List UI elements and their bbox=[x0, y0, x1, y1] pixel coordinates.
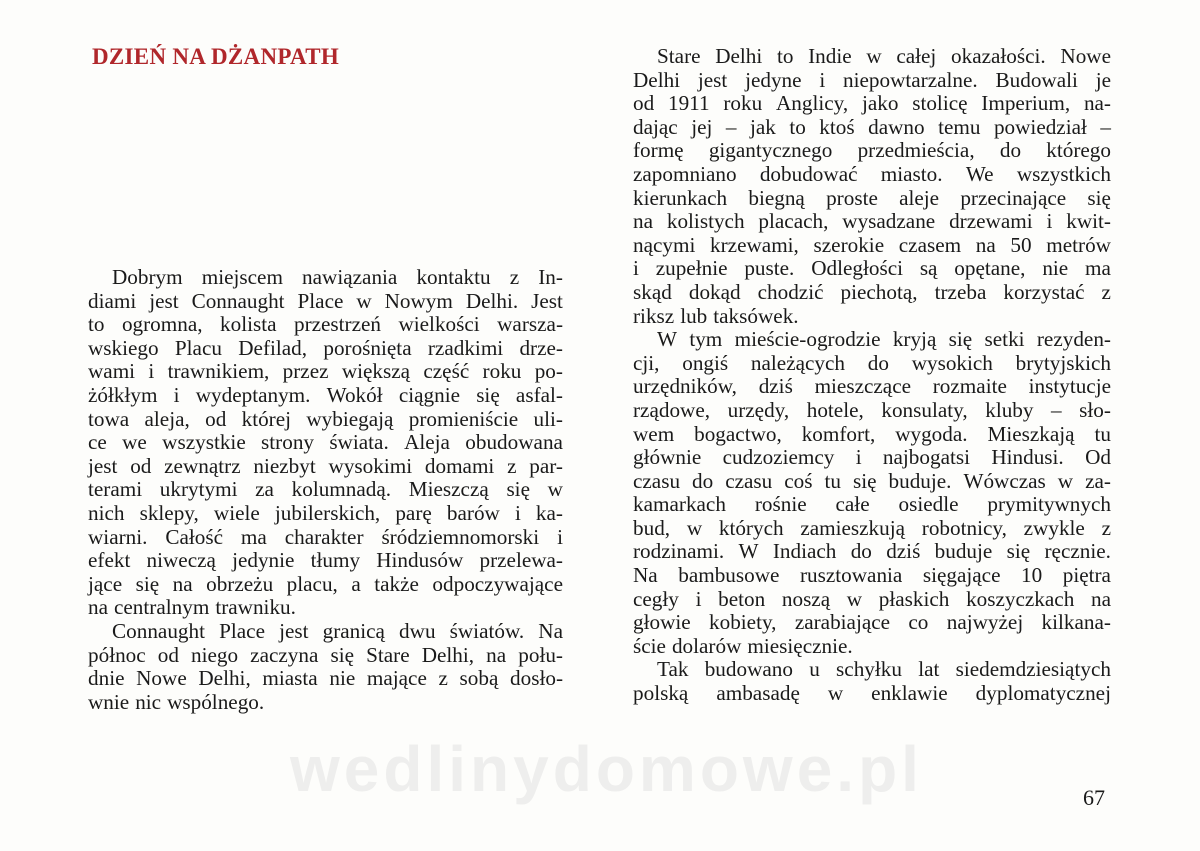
page-number: 67 bbox=[1083, 785, 1105, 810]
text-line: Delhi jest jedyne i niepowtarzalne. Budowali je bbox=[633, 67, 1111, 92]
text-line: i zupełnie puste. Odległości są opętane, nie ma bbox=[633, 256, 1111, 281]
text-line: ście dolarów miesięcznie. bbox=[633, 633, 853, 658]
text-line: na kolistych placach, wysadzane drzewami i kwit- bbox=[633, 209, 1111, 234]
text-line: Na bambusowe rusztowania sięgające 10 piętra bbox=[633, 563, 1111, 588]
text-line: towa aleja, od której wybiegają promieniście uli- bbox=[88, 406, 563, 431]
text-line: cji, ongiś należących do wysokich brytyjskich bbox=[633, 350, 1111, 375]
text-line: diami jest Connaught Place w Nowym Delhi. Jest bbox=[88, 288, 563, 313]
text-line: Connaught Place jest granicą dwu światów. Na bbox=[112, 618, 563, 643]
text-line: żółkłym i wydeptanym. Wokół ciągnie się asfal- bbox=[88, 382, 563, 407]
text-line: wem bogactwo, komfort, wygoda. Mieszkają tu bbox=[633, 421, 1111, 446]
text-line: północ od niego zaczyna się Stare Delhi, na połu- bbox=[88, 642, 563, 667]
text-line: ce we wszystkie strony świata. Aleja obudowana bbox=[88, 430, 563, 455]
paragraph bbox=[633, 658, 1111, 705]
text-line: rodzinami. W Indiach do dziś buduje się ręcznie. bbox=[633, 539, 1111, 564]
text-line: Dobrym miejscem nawiązania kontaktu z In- bbox=[112, 265, 563, 289]
chapter-heading: DZIEŃ NA DŻANPATH bbox=[92, 44, 340, 69]
text-line: polską ambasadę w enklawie dyplomatycznej bbox=[633, 681, 1111, 706]
text-line: urzędników, dziś mieszczące rozmaite instytucje bbox=[633, 374, 1111, 399]
text-line: dnie Nowe Delhi, miasta nie mające z sobą dosło- bbox=[88, 666, 563, 691]
text-line: riksz lub taksówek. bbox=[633, 303, 799, 328]
text-line: Tak budowano u schyłku lat siedemdziesiątych bbox=[657, 657, 1111, 682]
text-line: bud, w których zamieszkują robotnicy, zwykle z bbox=[633, 515, 1111, 540]
text-line: głowie kobiety, zarabiające co najwyżej kilkana- bbox=[633, 610, 1111, 635]
text-line: dając jej – jak to ktoś dawno temu powiedział – bbox=[633, 114, 1111, 139]
text-line: kierunkach biegną proste aleje przecinające się bbox=[633, 185, 1111, 210]
text-line: nącymi krzewami, szerokie czasem na 50 metrów bbox=[633, 232, 1111, 257]
text-line: wami i trawnikiem, przez większą część roku po- bbox=[88, 359, 563, 384]
text-line: W tym mieście-ogrodzie kryją się setki rezyden- bbox=[657, 327, 1111, 352]
right-text-column bbox=[633, 45, 1111, 706]
text-line: rządowe, urzędy, hotele, konsulaty, kluby – sło- bbox=[633, 397, 1111, 422]
text-line: jące się na obrzeżu placu, a także odpoczywające bbox=[88, 571, 563, 596]
text-line: skąd dokąd chodzić piechotą, trzeba korzystać z bbox=[633, 279, 1111, 304]
text-line: Stare Delhi to Indie w całej okazałości. Nowe bbox=[657, 44, 1111, 68]
text-line: wiarni. Całość ma charakter śródziemnomorski i bbox=[88, 524, 563, 549]
paragraph bbox=[88, 266, 563, 620]
text-line: efekt niweczą jedynie tłumy Hindusów przelewa- bbox=[88, 548, 563, 573]
paragraph bbox=[633, 45, 1111, 328]
paragraph bbox=[633, 328, 1111, 658]
text-line: formę gigantycznego przedmieścia, do którego bbox=[633, 138, 1111, 163]
text-line: zapomniano dobudować miasto. We wszystkich bbox=[633, 161, 1111, 186]
text-line: jest od zewnątrz niezbyt wysokimi domami z par- bbox=[88, 453, 563, 478]
text-line: wnie nic wspólnego. bbox=[88, 689, 265, 714]
text-line: terami ukrytymi za kolumnadą. Mieszczą się w bbox=[88, 477, 563, 502]
watermark-text: wedlinydomowe.pl bbox=[290, 733, 923, 805]
left-text-column bbox=[88, 266, 563, 714]
text-line: to ogromna, kolista przestrzeń wielkości warsza- bbox=[88, 312, 563, 337]
text-line: na centralnym trawniku. bbox=[88, 595, 296, 620]
text-line: czasu do czasu coś tu się buduje. Wówczas w za- bbox=[633, 468, 1111, 493]
text-line: cegły i beton noszą w płaskich koszyczkach na bbox=[633, 586, 1111, 611]
paragraph bbox=[88, 620, 563, 714]
text-line: od 1911 roku Anglicy, jako stolicę Imperium, na- bbox=[633, 91, 1111, 116]
text-line: nich sklepy, wiele jubilerskich, parę barów i ka- bbox=[88, 500, 563, 525]
text-line: kamarkach rośnie całe osiedle prymitywnych bbox=[633, 492, 1111, 517]
text-line: głównie cudzoziemcy i najbogatsi Hindusi. Od bbox=[633, 445, 1111, 470]
text-line: wskiego Placu Defilad, porośnięta rzadkimi drze- bbox=[88, 335, 563, 360]
